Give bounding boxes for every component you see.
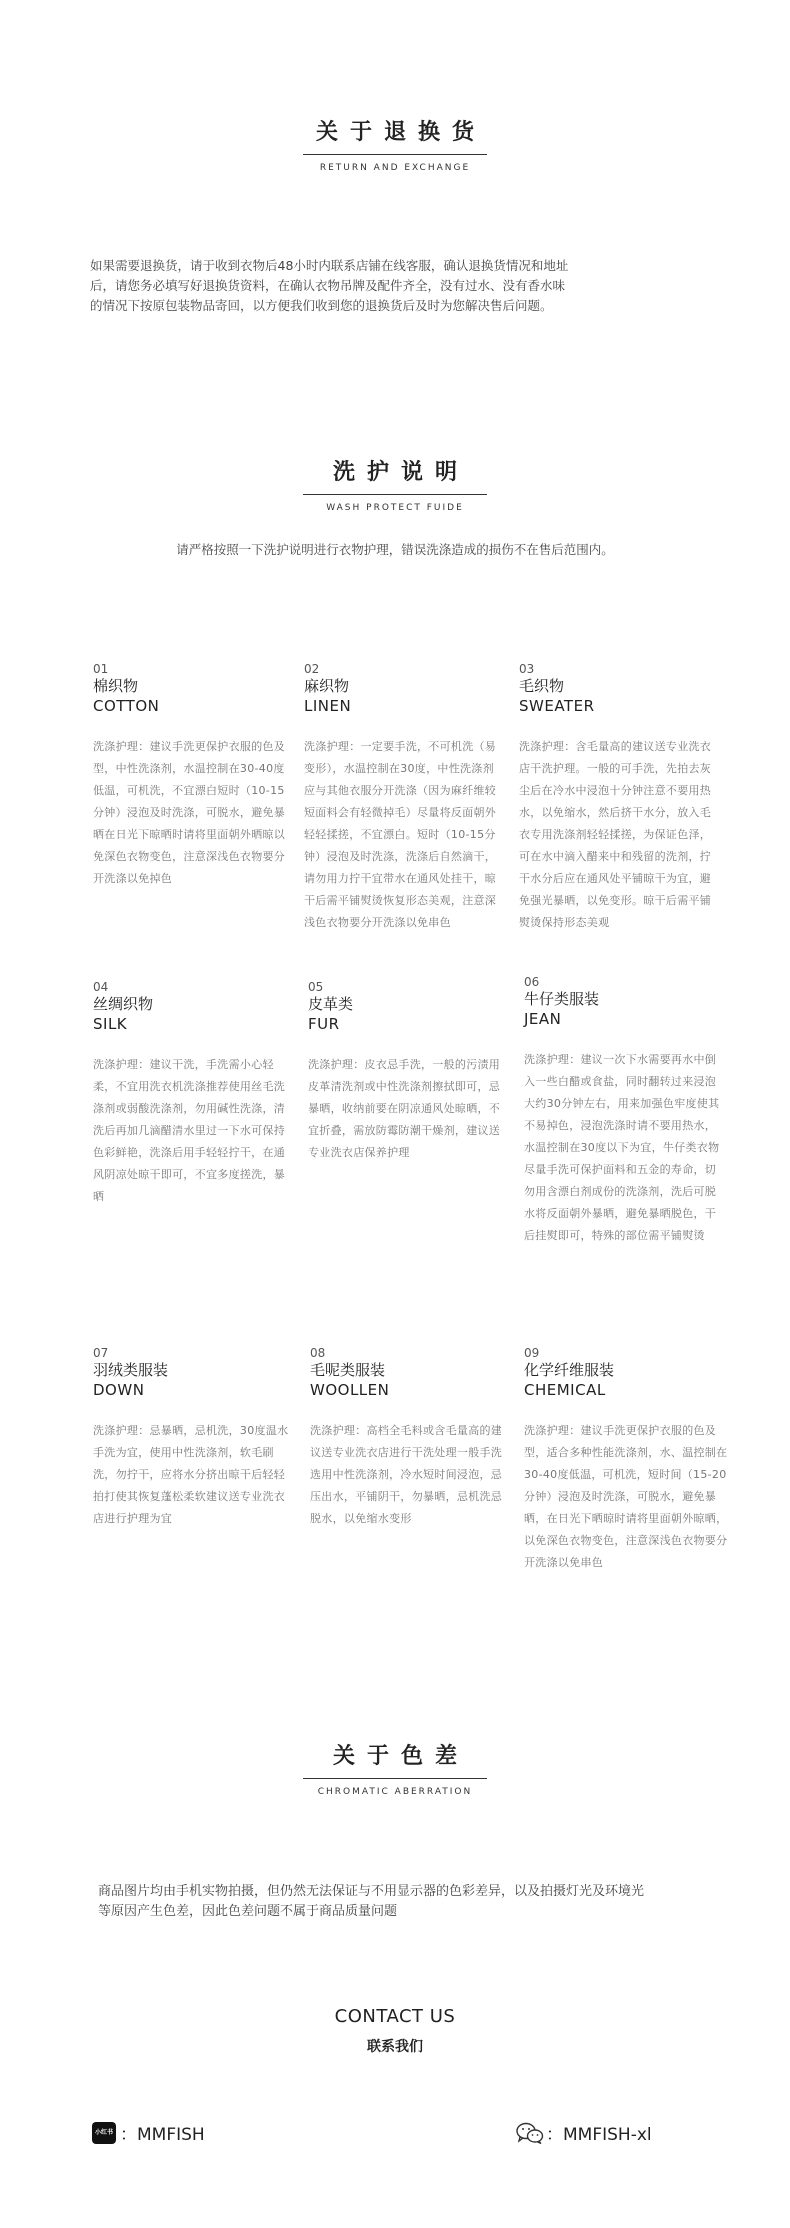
care-section-rule — [303, 494, 487, 495]
care-item-number: 04 — [93, 980, 109, 994]
care-item-name-cn: 棉织物 — [93, 677, 139, 695]
care-item-description: 洗涤护理：忌暴晒，忌机洗，30度温水手洗为宜，使用中性洗涤剂，软毛刷洗，勿拧干，应将水分挤出晾干后轻轻拍打使其恢复蓬松柔软建议送专业洗衣店进行护理为宜 — [93, 1424, 289, 1525]
care-item-name-en: JEAN — [524, 1010, 562, 1028]
care-section-subtitle: WASH PROTECT FUIDE — [326, 503, 464, 513]
care-item-name-en: WOOLLEN — [310, 1381, 390, 1399]
care-item-number: 01 — [93, 662, 109, 676]
wechat-handle: ：MMFISH-xl — [546, 2125, 652, 2145]
care-item-woollen — [310, 1346, 510, 1530]
return-policy-text — [90, 256, 710, 316]
care-item-description: 洗涤护理：含毛量高的建议送专业洗衣店干洗护理。一般的可手洗，先拍去灰尘后在冷水中浸泡十分钟注意不要用热水，以免缩水，然后挤干水分，放入毛衣专用洗涤剂轻轻揉搓，为保证色泽，可在水中滴入醋来中和残留的洗剂，拧干水分后应在通风处平铺晾干为宜，避免强光暴晒，以免变形。晾干后需平铺熨烫保持形态美观 — [519, 740, 712, 929]
return-section-header — [0, 118, 790, 175]
chromatic-section-header — [0, 1742, 790, 1799]
contact-title-cn: 联系我们 — [367, 2039, 423, 2055]
xiaohongshu-handle: ：MMFISH — [120, 2125, 205, 2145]
return-section-title: 关于退换货 — [315, 120, 486, 145]
care-item-sweater — [519, 662, 719, 934]
care-item-description: 洗涤护理：一定要手洗，不可机洗（易变形），水温控制在30度，中性洗涤剂应与其他衣服分开洗涤（因为麻纤维较短面料会有轻微掉毛）尽量将反面朝外轻轻揉搓，不宜漂白。短时（10-15分钟）浸泡及时洗涤，洗涤后自然滴干，请勿用力拧干宜带水在通风处挂干，晾干后需平铺熨烫恢复形态美观，注意深浅色衣物要分开洗涤以免串色 — [304, 740, 497, 929]
care-item-name-en: FUR — [308, 1015, 340, 1033]
care-item-name-cn: 毛呢类服装 — [310, 1361, 386, 1379]
care-item-name-en: SILK — [93, 1015, 128, 1033]
care-item-silk — [93, 980, 293, 1208]
return-policy-line: 的情况下按原包装物品寄回，以方便我们收到您的退换货后及时为您解决售后问题。 — [90, 298, 553, 313]
return-section-rule — [303, 154, 487, 155]
return-policy-line: 后，请您务必填写好退换货资料，在确认衣物吊牌及配件齐全，没有过水、没有香水味 — [90, 278, 566, 293]
care-section-title: 洗护说明 — [332, 460, 469, 485]
care-item-name-en: CHEMICAL — [524, 1381, 606, 1399]
care-item-name-cn: 牛仔类服装 — [524, 990, 600, 1008]
care-intro-text: 请严格按照一下洗护说明进行衣物护理，错误洗涤造成的损伤不在售后范围内。 — [176, 542, 614, 557]
chromatic-section-rule — [303, 1778, 487, 1779]
care-item-description: 洗涤护理：高档全毛料或含毛量高的建议送专业洗衣店进行干洗处理一般手洗选用中性洗涤剂，冷水短时间浸泡，忌压出水，平铺阴干，勿暴晒，忌机洗忌脱水，以免缩水变形 — [310, 1424, 503, 1525]
chromatic-note-text — [98, 1882, 738, 1922]
care-item-number: 07 — [93, 1346, 109, 1360]
wechat-contact — [516, 2120, 652, 2145]
care-item-fur — [308, 980, 508, 1164]
care-item-number: 08 — [310, 1346, 326, 1360]
care-item-name-cn: 皮革类 — [308, 995, 354, 1013]
care-item-name-cn: 毛织物 — [519, 677, 565, 695]
care-item-number: 03 — [519, 662, 535, 676]
care-item-description: 洗涤护理：建议一次下水需要再水中倒入一些白醋或食盐，同时翻转过来浸泡大约30分钟左右，用来加强色牢度使其不易掉色，浸泡洗涤时请不要用热水，水温控制在30度以下为宜，牛仔类衣物尽量手洗可保护面料和五金的寿命，切勿用含漂白剂成份的洗涤剂，洗后可脱水将反面朝外暴晒，避免暴晒脱色，干后挂熨即可，特殊的部位需平铺熨烫 — [524, 1053, 720, 1242]
care-item-name-cn: 化学纤维服装 — [524, 1361, 615, 1379]
care-item-cotton — [93, 662, 293, 890]
care-item-name-en: SWEATER — [519, 697, 595, 715]
care-item-name-en: DOWN — [93, 1381, 145, 1399]
care-item-name-en: COTTON — [93, 697, 160, 715]
xiaohongshu-logo-icon: 小红书 — [92, 2122, 116, 2144]
chromatic-note-line: 等原因产生色差，因此色差问题不属于商品质量问题 — [98, 1904, 398, 1919]
care-item-chemical — [524, 1346, 728, 1574]
care-item-down — [93, 1346, 293, 1530]
care-item-name-cn: 丝绸织物 — [93, 995, 154, 1013]
xiaohongshu-contact — [92, 2120, 205, 2145]
return-policy-line: 如果需要退换货，请于收到衣物后48小时内联系店铺在线客服，确认退换货情况和地址 — [90, 258, 569, 273]
return-section-subtitle: RETURN AND EXCHANGE — [319, 163, 471, 173]
care-item-number: 05 — [308, 980, 324, 994]
care-item-name-en: LINEN — [304, 697, 352, 715]
care-item-name-cn: 麻织物 — [304, 677, 350, 695]
care-item-number: 09 — [524, 1346, 540, 1360]
care-item-number: 06 — [524, 975, 540, 989]
care-item-description: 洗涤护理：皮衣忌手洗，一般的污渍用皮革清洗剂或中性洗涤剂擦拭即可，忌暴晒，收纳前要在阴凉通风处晾晒，不宜折叠，需放防霉防潮干燥剂，建议送专业洗衣店保养护理 — [308, 1058, 501, 1159]
care-item-name-cn: 羽绒类服装 — [93, 1361, 169, 1379]
care-item-number: 02 — [304, 662, 320, 676]
chromatic-note-line: 商品图片均由手机实物拍摄，但仍然无法保证与不用显示器的色彩差异，以及拍摄灯光及环境光 — [98, 1884, 645, 1899]
chromatic-section-title: 关于色差 — [332, 1744, 469, 1769]
care-section-header — [0, 458, 790, 515]
care-item-jean — [524, 975, 724, 1247]
care-item-description: 洗涤护理：建议手洗更保护衣服的色及型，中性洗涤剂，水温控制在30-40度低温，可机洗，不宜漂白短时（10-15分钟）浸泡及时洗涤，可脱水，避免暴晒在日光下晾晒时请将里面朝外晒晾以免深色衣物变色，注意深浅色衣物要分开洗涤以免掉色 — [93, 740, 286, 885]
care-item-description: 洗涤护理：建议手洗更保护衣服的色及型，适合多种性能洗涤剂，水、温控制在30-40度低温，可机洗，短时间（15-20分钟）浸泡及时洗涤，可脱水，避免暴晒，在日光下晒晾时请将里面朝外晾晒，以免深色衣物变色，注意深浅色衣物要分开洗涤以免串色 — [524, 1424, 728, 1569]
care-item-description: 洗涤护理：建议干洗，手洗需小心轻柔，不宜用洗衣机洗涤推荐使用丝毛洗涤剂或弱酸洗涤剂，勿用碱性洗涤，清洗后再加几滴醋清水里过一下水可保持色彩鲜艳，洗涤后用手轻轻拧干，在通风阴凉处晾干即可，不宜多度搓洗，暴晒 — [93, 1058, 286, 1203]
wechat-icon — [516, 2122, 544, 2144]
contact-title-en: CONTACT US — [334, 2006, 456, 2027]
care-item-linen — [304, 662, 504, 934]
chromatic-section-subtitle: CHROMATIC ABERRATION — [317, 1787, 473, 1797]
